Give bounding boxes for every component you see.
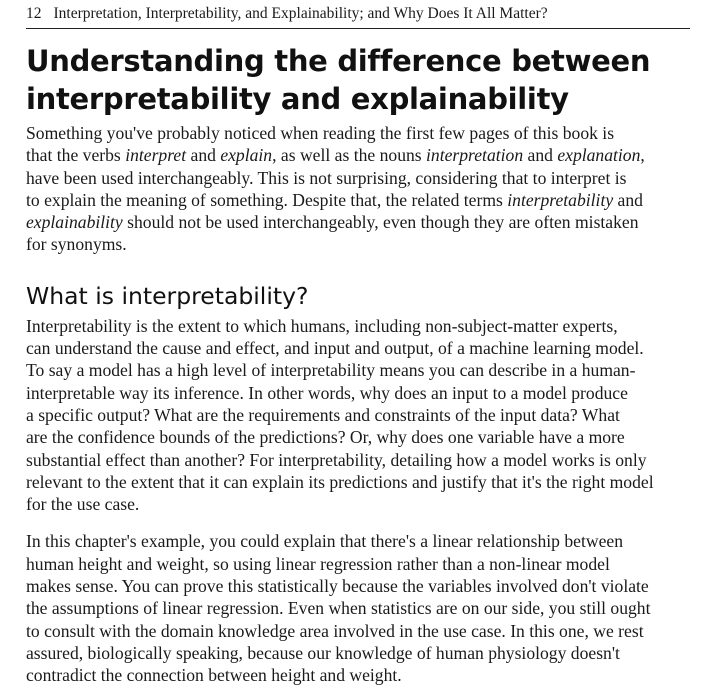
text-line: contradict the connection between height and weight. (26, 665, 402, 686)
text-run: , as well as the nouns (272, 145, 427, 166)
text-line: a specific output? What are the requirements and constraints of the input data? What (26, 404, 620, 425)
text-line: relevant to the extent that it can explain its predictions and justify that it's the right model (26, 471, 654, 492)
text-run: to explain the meaning of something. Despite that, the related terms (26, 189, 508, 210)
book-page (26, 0, 690, 687)
text-line: for the use case. (26, 494, 140, 515)
text-line: the assumptions of linear regression. Even when statistics are on our side, you still ought (26, 598, 651, 619)
emphasized-term: interpret (125, 145, 187, 166)
text-line: Interpretability is the extent to which humans, including non-subject-matter experts, (26, 315, 618, 336)
text-run: and (523, 145, 558, 166)
text-line (26, 189, 690, 211)
text-run: have been used interchangeably. This is not surprising, considering that to interpret is (26, 167, 627, 188)
text-line (26, 211, 690, 233)
chapter-example-paragraph (26, 530, 690, 686)
text-line (26, 233, 690, 255)
emphasized-term: interpretation (426, 145, 524, 166)
text-line: To say a model has a high level of interpretability means you can describe in a human- (26, 360, 636, 381)
text-run: , (640, 145, 645, 166)
running-header (26, 0, 690, 29)
text-line (26, 122, 690, 144)
text-line: makes sense. You can prove this statistically because the variables involved don't violate (26, 576, 649, 597)
text-line: human height and weight, so using linear regression rather than a non-linear model (26, 553, 610, 574)
section-heading-what-is-interpretability: What is interpretability? (26, 281, 309, 310)
heading-line: interpretability and explainability (26, 82, 569, 116)
interpretability-definition-paragraph (26, 315, 690, 516)
text-run: Something you've probably noticed when reading the first few pages of this book is (26, 123, 615, 143)
text-run: should not be used interchangeably, even though they are often mistaken (122, 212, 639, 233)
emphasized-term: explainability (26, 212, 123, 233)
text-line: substantial effect than another? For interpretability, detailing how a model works is only (26, 449, 647, 470)
text-run: that the verbs (26, 145, 126, 166)
emphasized-term: explain (220, 145, 273, 166)
emphasized-term: explanation (557, 145, 641, 166)
emphasized-term: interpretability (507, 189, 614, 210)
text-run: and (613, 189, 643, 210)
text-line (26, 167, 690, 189)
text-line: are the confidence bounds of the predictions? Or, why does one variable have a more (26, 427, 625, 448)
text-run: for synonyms. (26, 234, 127, 255)
intro-paragraph (26, 122, 690, 256)
page-number: 12 (26, 5, 42, 22)
running-header-chapter-title: Interpretation, Interpretability, and Explainability; and Why Does It All Matter? (53, 5, 548, 22)
text-line: In this chapter's example, you could explain that there's a linear relationship between (26, 531, 623, 552)
text-line: to consult with the domain knowledge area involved in the use case. In this one, we rest (26, 620, 644, 641)
text-run: and (186, 145, 221, 166)
text-line: can understand the cause and effect, and input and output, of a machine learning model. (26, 338, 644, 359)
section-heading-understanding-difference (26, 42, 690, 118)
text-line (26, 144, 690, 166)
heading-line: Understanding the difference between (26, 44, 651, 78)
text-line: assured, biologically speaking, because our knowledge of human physiology doesn't (26, 642, 620, 663)
text-line: interpretable way its inference. In other words, why does an input to a model produce (26, 382, 628, 403)
